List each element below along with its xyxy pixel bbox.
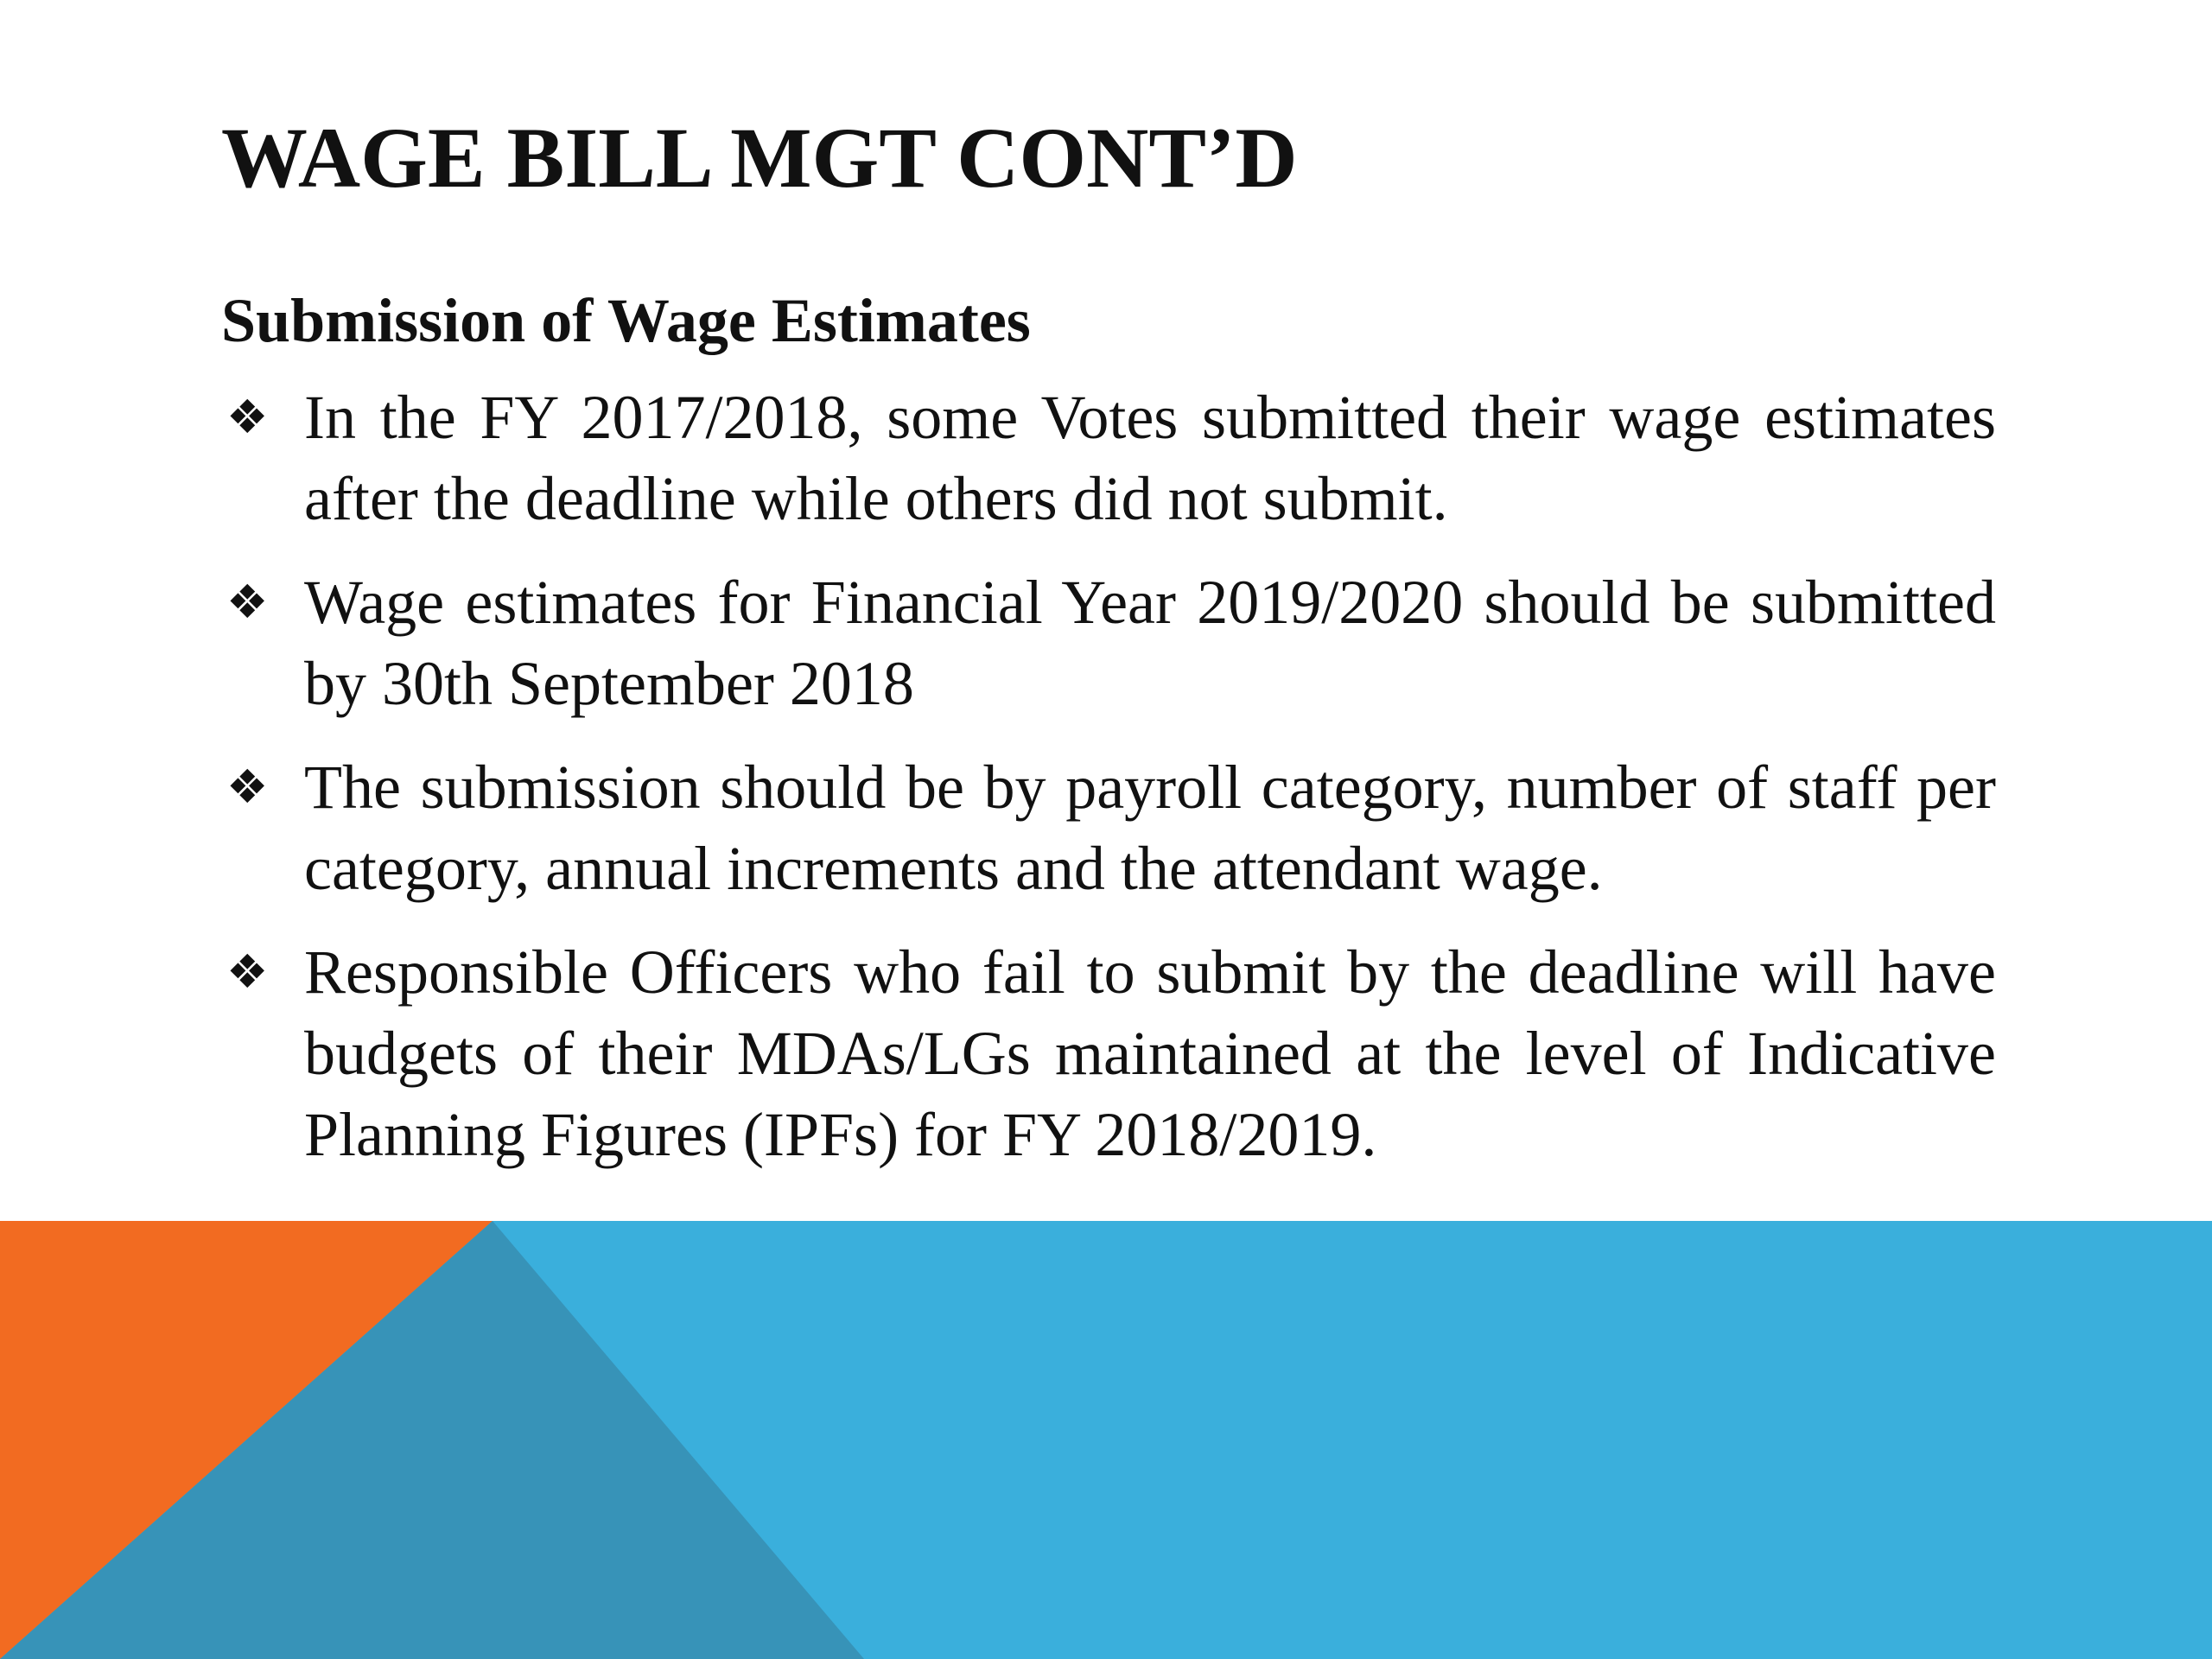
bullet-text: Wage estimates for Financial Year 2019/2020 should be submitted by 30th September 2018 (304, 568, 1996, 718)
bullet-item (221, 562, 1996, 724)
bullet-item (221, 931, 1996, 1175)
four-diamond-bullet-icon: ❖ (226, 575, 269, 629)
bullet-item (221, 377, 1996, 539)
slide-title: WAGE BILL MGT CONT’D (221, 110, 1298, 206)
bullet-list (221, 377, 1996, 1175)
four-diamond-bullet-icon: ❖ (226, 390, 269, 444)
bullet-text: Responsible Officers who fail to submit by the deadline will have budgets of their MDAs/LGs maintained at the level of Indicative Planning Figures (IPFs) for FY 2018/2019. (304, 938, 1996, 1169)
decorative-color-band (0, 1221, 2212, 1659)
section-subheading: Submission of Wage Estimates (221, 286, 1031, 355)
four-diamond-bullet-icon: ❖ (226, 944, 269, 999)
bullet-text: In the FY 2017/2018, some Votes submitted their wage estimates after the deadline while others did not submit. (304, 383, 1996, 533)
slide-content (221, 282, 1996, 1198)
bullet-text: The submission should be by payroll category, number of staff per category, annual increments and the attendant wage. (304, 753, 1996, 903)
four-diamond-bullet-icon: ❖ (226, 760, 269, 814)
bullet-item (221, 747, 1996, 909)
